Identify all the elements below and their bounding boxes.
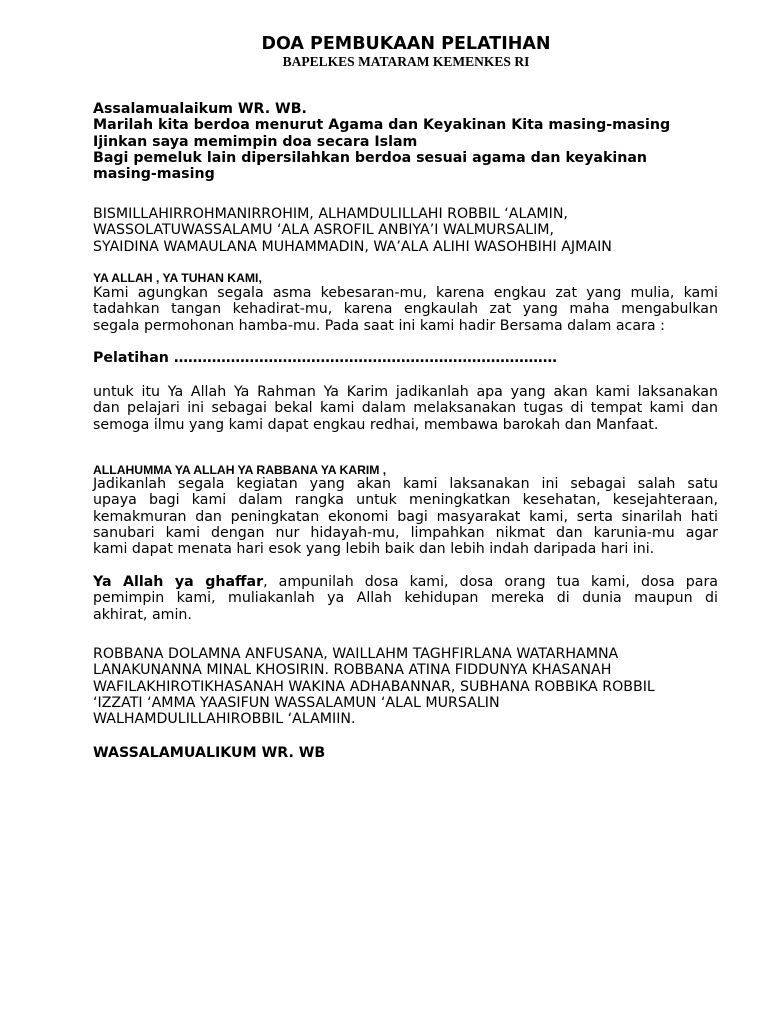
untuk-itu-paragraph	[93, 384, 718, 433]
bismillah-line: WASSOLATUWASSALAMU ‘ALA ASROFIL ANBIYA’I WALMURSALIM,	[93, 222, 555, 239]
ghaffar-line: akhirat, amin.	[93, 606, 192, 623]
closing-salutation: WASSALAMUALIKUM WR. WB	[93, 745, 326, 761]
untuk-itu-line: dan pelajari ini sebagai bekal kami dalam melaksanakan tugas di tempat kami dan	[93, 400, 718, 417]
bismillah-paragraph	[93, 206, 718, 255]
ghaffar-bold-lead: Ya Allah ya ghaffar	[93, 574, 264, 590]
robbana-line: ‘IZZATI ‘AMMA YAASIFUN WASSALAMUN ‘ALAL MURSALIN	[93, 694, 500, 711]
allahumma-heading: ALLAHUMMA YA ALLAH YA RABBANA YA KARIM ,	[93, 463, 387, 477]
allahumma-line: kemakmuran dan peningkatan ekonomi bagi masyarakat kami, serta sinarilah hati	[93, 508, 718, 525]
ghaffar-paragraph	[93, 574, 718, 623]
pelatihan-line: Pelatihan ………………………………………………………………………	[93, 350, 557, 366]
ya-allah-line: segala permohonan hamba-mu. Pada saat ini kami hadir Bersama dalam acara :	[93, 317, 665, 334]
ya-allah-line: tadahkan tangan kehadirat-mu, karena engkaulah zat yang maha mengabulkan	[93, 301, 718, 318]
opening-line: Ijinkan saya memimpin doa secara Islam	[93, 133, 418, 150]
opening-line: masing-masing	[93, 166, 215, 183]
ya-allah-heading: YA ALLAH , YA TUHAN KAMI,	[93, 271, 262, 285]
allahumma-paragraph	[93, 476, 718, 557]
document-subtitle: BAPELKES MATARAM KEMENKES RI	[282, 54, 530, 69]
ghaffar-first-line-rest: , ampunilah dosa kami, dosa orang tua kami, dosa para	[263, 574, 718, 590]
bismillah-line: BISMILLAHIRROHMANIRROHIM, ALHAMDULILLAHI ROBBIL ‘ALAMIN,	[93, 206, 568, 222]
robbana-paragraph	[93, 646, 718, 727]
opening-line: Assalamualaikum WR. WB.	[93, 101, 307, 117]
opening-paragraph	[93, 101, 718, 182]
opening-line: Bagi pemeluk lain dipersilahkan berdoa sesuai agama dan keyakinan	[93, 149, 648, 166]
ya-allah-paragraph	[93, 285, 718, 334]
untuk-itu-line: semoga ilmu yang kami dapat engkau redhai, membawa barokah dan Manfaat.	[93, 416, 659, 433]
untuk-itu-line: untuk itu Ya Allah Ya Rahman Ya Karim jadikanlah apa yang akan kami laksanakan	[93, 384, 718, 400]
allahumma-line: kami dapat menata hari esok yang lebih baik dan lebih indah daripada hari ini.	[93, 541, 655, 558]
ghaffar-first-line	[93, 574, 718, 590]
robbana-line: LANAKUNANNA MINAL KHOSIRIN. ROBBANA ATINA FIDDUNYA KHASANAH	[93, 662, 612, 679]
document-title: DOA PEMBUKAAN PELATIHAN	[261, 34, 551, 54]
robbana-line: WAFILAKHIROTIKHASANAH WAKINA ADHABANNAR, SUBHANA ROBBIKA ROBBIL	[93, 678, 655, 695]
allahumma-line: sanubari kami dengan nur hidayah-mu, limpahkan nikmat dan karunia-mu agar	[93, 524, 718, 541]
robbana-line: WALHAMDULILLAHIROBBIL ‘ALAMIIN.	[93, 711, 356, 728]
ghaffar-line: pemimpin kami, muliakanlah ya Allah kehidupan mereka di dunia maupun di	[93, 590, 718, 607]
ya-allah-line: Kami agungkan segala asma kebesaran-mu, karena engkau zat yang mulia, kami	[93, 285, 718, 301]
bismillah-line: SYAIDINA WAMAULANA MUHAMMADIN, WA’ALA ALIHI WASOHBIHI AJMAIN	[93, 238, 612, 255]
robbana-line: ROBBANA DOLAMNA ANFUSANA, WAILLAHM TAGHFIRLANA WATARHAMNA	[93, 646, 619, 662]
allahumma-line: Jadikanlah segala kegiatan yang akan kami laksanakan ini sebagai salah satu	[93, 476, 718, 492]
opening-line: Marilah kita berdoa menurut Agama dan Keyakinan Kita masing-masing	[93, 117, 671, 134]
allahumma-line: upaya bagi kami dalam rangka untuk meningkatkan kesehatan, kesejahteraan,	[93, 492, 718, 509]
